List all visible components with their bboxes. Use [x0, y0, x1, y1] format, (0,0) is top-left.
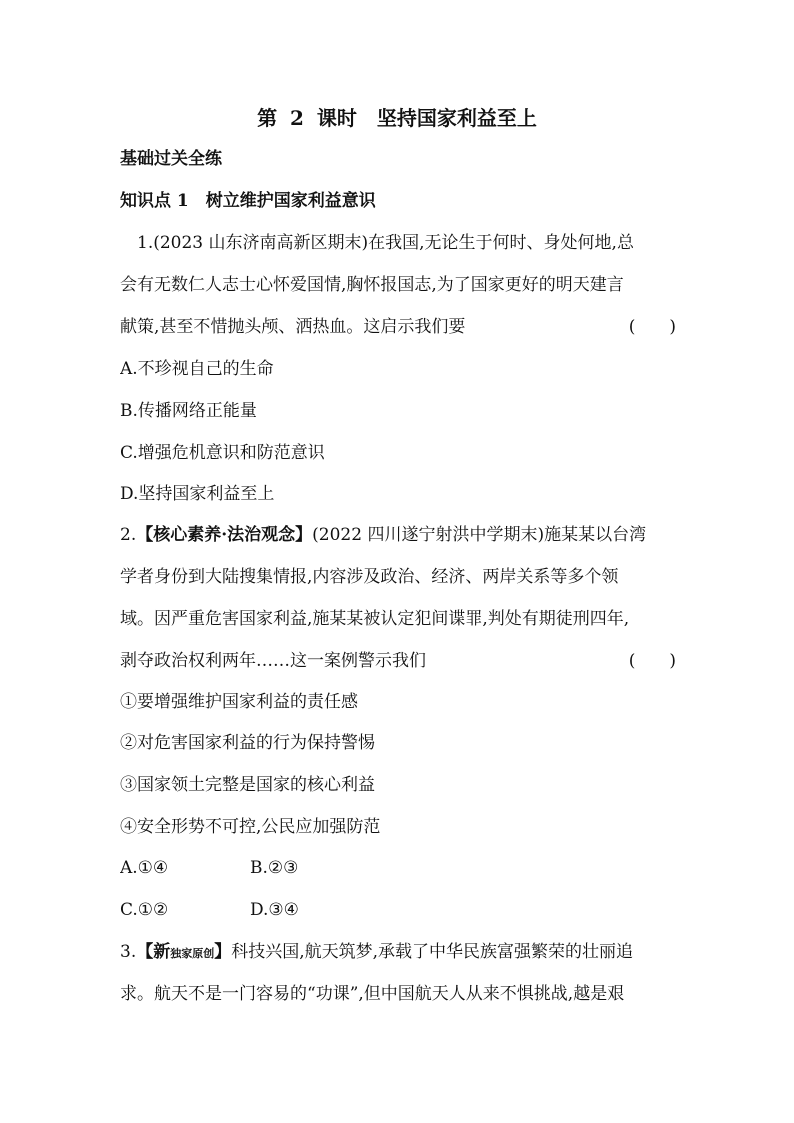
- q1-line-3: [120, 315, 676, 339]
- q3-tag-open: 【新: [136, 942, 171, 962]
- q2-number: 2.: [120, 525, 137, 545]
- q2-item-2: ②对危害国家利益的行为保持警惕: [120, 733, 375, 753]
- q3-line-2: 求。航天不是一门容易的“功课”,但中国航天人从来不惧挑战,越是艰: [120, 984, 625, 1004]
- q2-answer-blank: ( ): [628, 651, 676, 671]
- q2-options-row-2: [120, 898, 676, 922]
- section-heading: 基础过关全练: [120, 149, 222, 169]
- q2-line-1: [120, 523, 676, 547]
- page-title: 第 2 课时 坚持国家利益至上: [257, 106, 537, 130]
- q2-line-4-text: 剥夺政治权利两年……这一案例警示我们: [120, 651, 426, 671]
- q1-option-d: D.坚持国家利益至上: [120, 484, 275, 504]
- q2-line-4: [120, 649, 676, 673]
- q3-line-1-text: 科技兴国,航天筑梦,承载了中华民族富强繁荣的壮丽追: [231, 942, 634, 962]
- q1-line-1: 1.(2023 山东济南高新区期末)在我国,无论生于何时、身处何地,总: [137, 233, 634, 253]
- q1-answer-blank: ( ): [628, 317, 676, 337]
- q1-option-c: C.增强危机意识和防范意识: [120, 443, 325, 463]
- q2-item-1: ①要增强维护国家利益的责任感: [120, 692, 358, 712]
- q2-line-1-text: (2022 四川遂宁射洪中学期末)施某某以台湾: [312, 525, 647, 545]
- knowledge-point-heading: 知识点 1 树立维护国家利益意识: [120, 191, 376, 211]
- q2-line-3: 域。因严重危害国家利益,施某某被认定犯间谍罪,判处有期徒刑四年,: [120, 609, 630, 629]
- q3-number: 3.: [120, 942, 137, 962]
- q2-option-b: B.②③: [250, 858, 299, 878]
- q3-tag-small: 独家原创: [170, 947, 215, 960]
- q3-tag-close: 】: [214, 942, 232, 962]
- q1-line-3-text: 献策,甚至不惜抛头颅、洒热血。这启示我们要: [120, 317, 466, 337]
- q2-item-3: ③国家领土完整是国家的核心利益: [120, 775, 375, 795]
- q2-option-c: C.①②: [120, 900, 169, 920]
- q2-tag: 【核心素养·法治观念】: [136, 525, 313, 545]
- q3-line-1: [120, 940, 676, 966]
- q2-option-a: A.①④: [120, 858, 169, 878]
- q2-options-row-1: [120, 856, 676, 880]
- q2-option-d: D.③④: [250, 900, 299, 920]
- q1-line-2: 会有无数仁人志士心怀爱国情,胸怀报国志,为了国家更好的明天建言: [120, 275, 624, 295]
- q1-option-a: A.不珍视自己的生命: [120, 359, 274, 379]
- q1-option-b: B.传播网络正能量: [120, 401, 257, 421]
- q2-item-4: ④安全形势不可控,公民应加强防范: [120, 817, 381, 837]
- q2-line-2: 学者身份到大陆搜集情报,内容涉及政治、经济、两岸关系等多个领: [120, 567, 619, 587]
